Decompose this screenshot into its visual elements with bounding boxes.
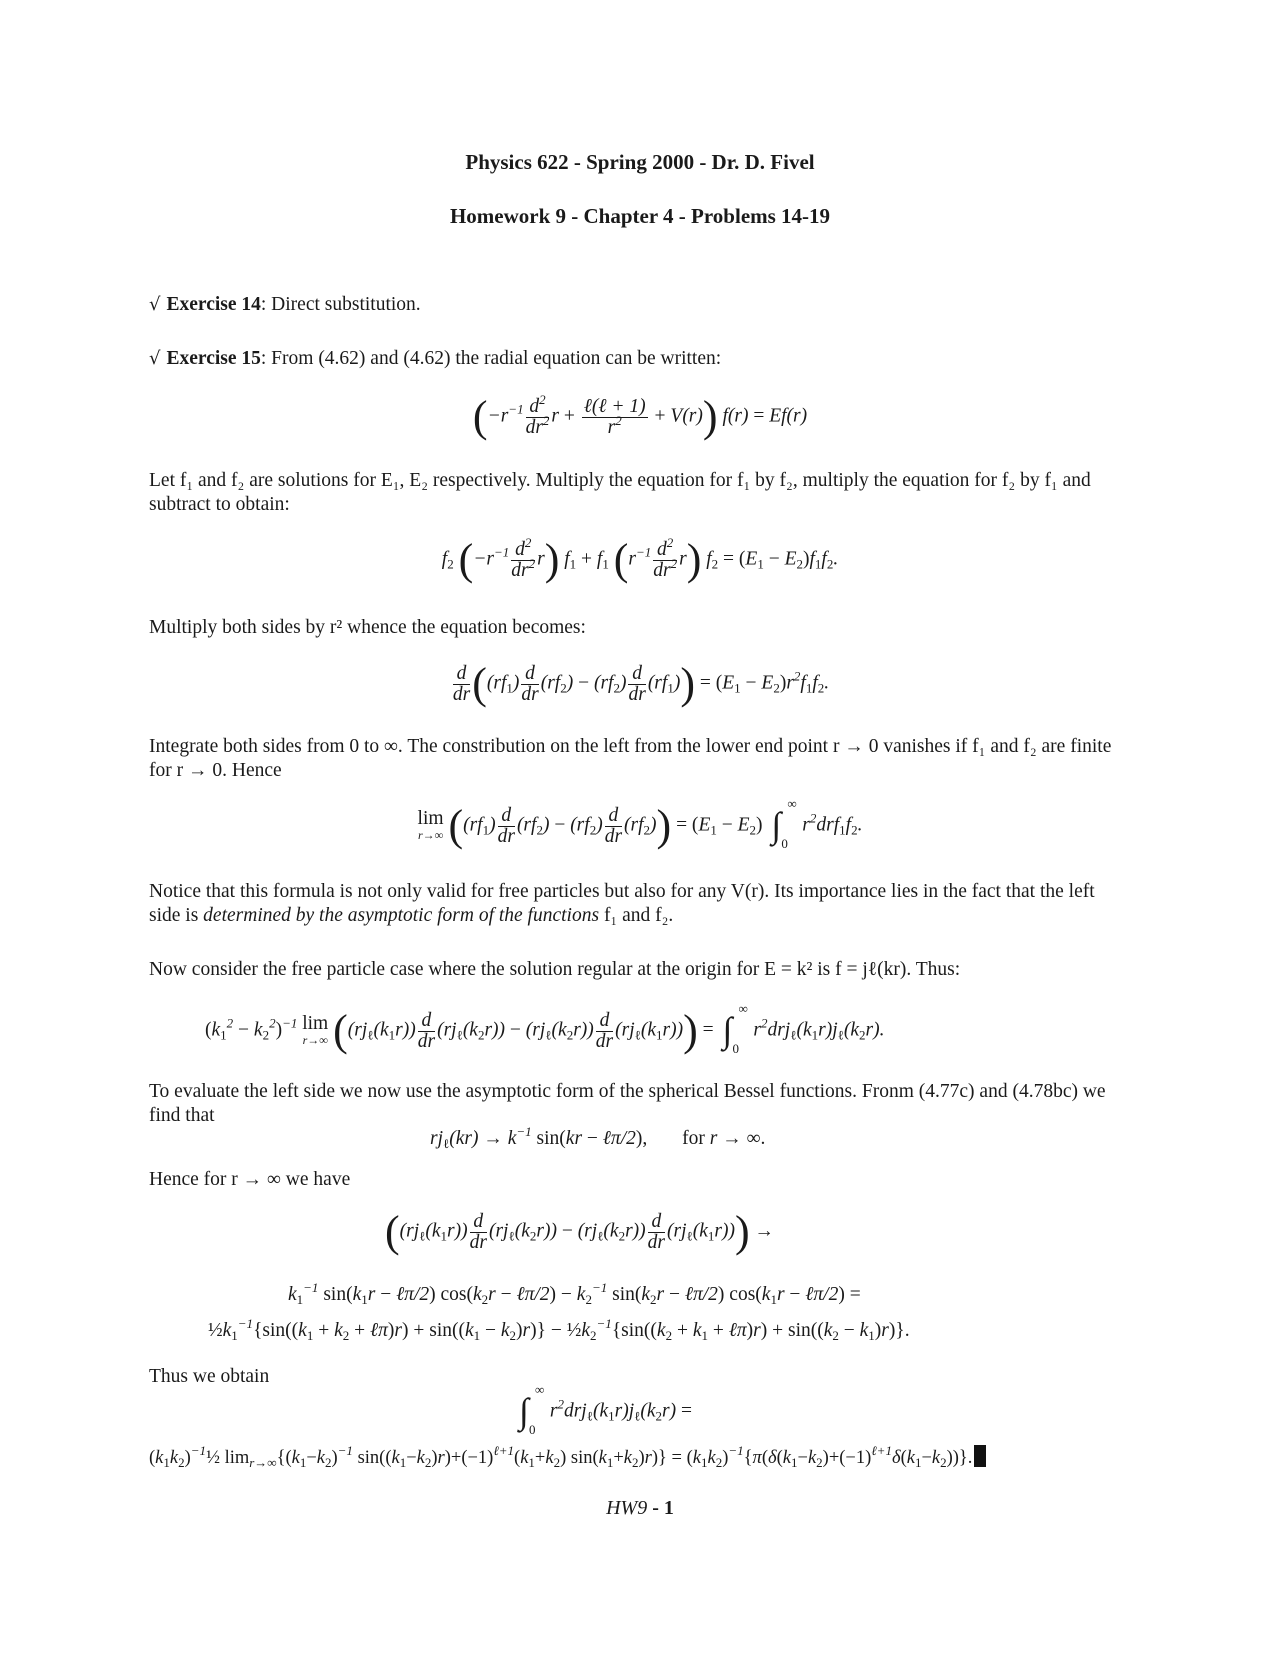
paragraph-evaluate: To evaluate the left side we now use the asymptotic form of the spherical Bessel functions. Fronm (4.77c) and (4.78bc) we find that (149, 1081, 1106, 1126)
equation-wronskian: ($(rj_\ell(k_1r))$ $\frac{d}{dr}$ $(rj_\ell(k_2r)) - (rj_\ell(k_2r))$ $\frac{d}{dr}$ $(rj_\ell(k_1r))$) → (385, 1207, 774, 1256)
equation-asymptotic: $rj_\ell(kr) \to k^{-1}$ sin(kr − ℓπ/2), for r → ∞. (430, 1124, 766, 1151)
equation-bessel: $(k_1^2 - k_2^2)^{-1}$ lim r→∞ ($(rj_\ell(k_1r))$ $\frac{d}{dr}$ $(rj_\ell(k_2r)) - (rj_\ell(k_2r))$ $\frac{d}{dr}$ $(rj_\ell(k_1r))$) = ∫ ∞ 0 $r^2drj_\ell(k_1r)j_\ell(k_2r)$. (205, 1001, 885, 1056)
equation-integral: ∫ ∞ 0 $r^2drj_\ell(k_1r)j_\ell(k_2r)$ = (519, 1382, 692, 1437)
footer-label: HW9 (606, 1497, 648, 1519)
paragraph-notice (149, 880, 1115, 928)
page-number: 1 (663, 1497, 674, 1519)
page-footer (0, 1497, 1280, 1520)
course-title: Physics 622 - Spring 2000 - Dr. D. Fivel (465, 150, 815, 174)
exercise-14-text: : Direct substitution. (260, 294, 421, 315)
checkmark-icon: √ (149, 348, 161, 369)
equation-derivative: $\frac{d}{dr}$ ($(rf_1)$ $\frac{d}{dr}$ $(rf_2) - (rf_2)$ $\frac{d}{dr}$ $(rf_1)) = (E_1 - E_2)r^2f_1f_2$. (452, 659, 830, 708)
paragraph-hence: Hence for r → ∞ we have (149, 1169, 351, 1190)
checkmark-icon: √ (149, 294, 161, 315)
qed-box-icon (974, 1445, 986, 1467)
notice-emphasis: determined by the asymptotic form of the functions (203, 905, 600, 926)
homework-title: Homework 9 - Chapter 4 - Problems 14-19 (449, 204, 831, 228)
exercise-15 (149, 347, 1115, 371)
exercise-15-label: Exercise 15 (166, 348, 261, 369)
notice-tail: f₁ and f₂. (599, 905, 674, 926)
equation-radial: ($-r^{-1}$ $\frac{d^2}{dr^2}$ r + $\frac{\text{ℓ(ℓ + 1)}}{r^2}$ + V(r)) f(r) = Ef(r) (472, 391, 808, 441)
exercise-14-label: Exercise 14 (166, 294, 261, 315)
equation-final: $(k_1k_2)^{-1}\frac{1}{2}$ $\lim_{r\to\infty}\{(k_1-k_2)^{-1}$ $\sin((k_1-k_2)r)+(-1)^{\ell+1}(k_1+k_2) \sin(k_1+k_2)r)\} = (k_1k_2)^{-1}\{\pi(\delta(k_1-k_2)+(-1)^{\ell+1}\delta(k_1-k_2))\}$. (149, 1445, 986, 1469)
equation-expand-2: $\frac{1}{2}k_1^{-1}\{\sin((k_1 + k_2$ + ℓπ)r) + $\sin((k_1 - k_2)r)$} − $\frac{1}{2}k_2^{-1}\{\sin((k_2 + k_1$ + ℓπ)r) + $\sin((k_2 - k_1)r)$}. (208, 1316, 910, 1343)
paragraph-multiply: Multiply both sides by r² whence the equation becomes: (149, 617, 586, 638)
equation-subtract: $f_2$ ($-r^{-1}$ $\frac{d^2}{dr^2}$ r) $f_1 + f_1$ ($r^{-1}$ $\frac{d^2}{dr^2}$ r) $f_2 = (E_1 - E_2)f_1f_2$. (441, 534, 839, 584)
equation-expand-1: $k_1^{-1}$ $\sin(k_1r$ − ℓπ/2) $\cos(k_2r$ − ℓπ/2) − $k_2^{-1}$ $\sin(k_2r$ − ℓπ/2) $\cos(k_1r$ − ℓπ/2) = (288, 1280, 861, 1307)
paragraph-integrate: Integrate both sides from 0 to ∞. The constribution on the left from the lower end point r → 0 vanishes if f₁ and f₂ are finite for r → 0. Hence (149, 736, 1112, 781)
exercise-14 (149, 293, 1115, 317)
footer-separator: - (647, 1497, 664, 1519)
exercise-15-intro: : From (4.62) and (4.62) the radial equation can be written: (260, 348, 722, 369)
notice-text: Notice that this formula is not only valid for free particles but also for any V(r). Its importance lies in the fact that the left side is (149, 881, 1095, 926)
paragraph-thus: Thus we obtain (149, 1366, 270, 1387)
paragraph-free-particle: Now consider the free particle case where the solution regular at the origin for E = k² is f = jℓ(kr). Thus: (149, 959, 961, 980)
paragraph-let: Let f₁ and f₂ are solutions for E₁, E₂ respectively. Multiply the equation for f₁ by f₂, multiply the equation for f₂ by f₁ and subtract to obtain: (149, 470, 1091, 515)
equation-limit: lim r→∞ ($(rf_1)$ $\frac{d}{dr}$ $(rf_2) - (rf_2)$ $\frac{d}{dr}$ $(rf_2)) = (E_1 - E_2)$ ∫ ∞ 0 $r^2drf_1f_2$. (417, 796, 863, 851)
